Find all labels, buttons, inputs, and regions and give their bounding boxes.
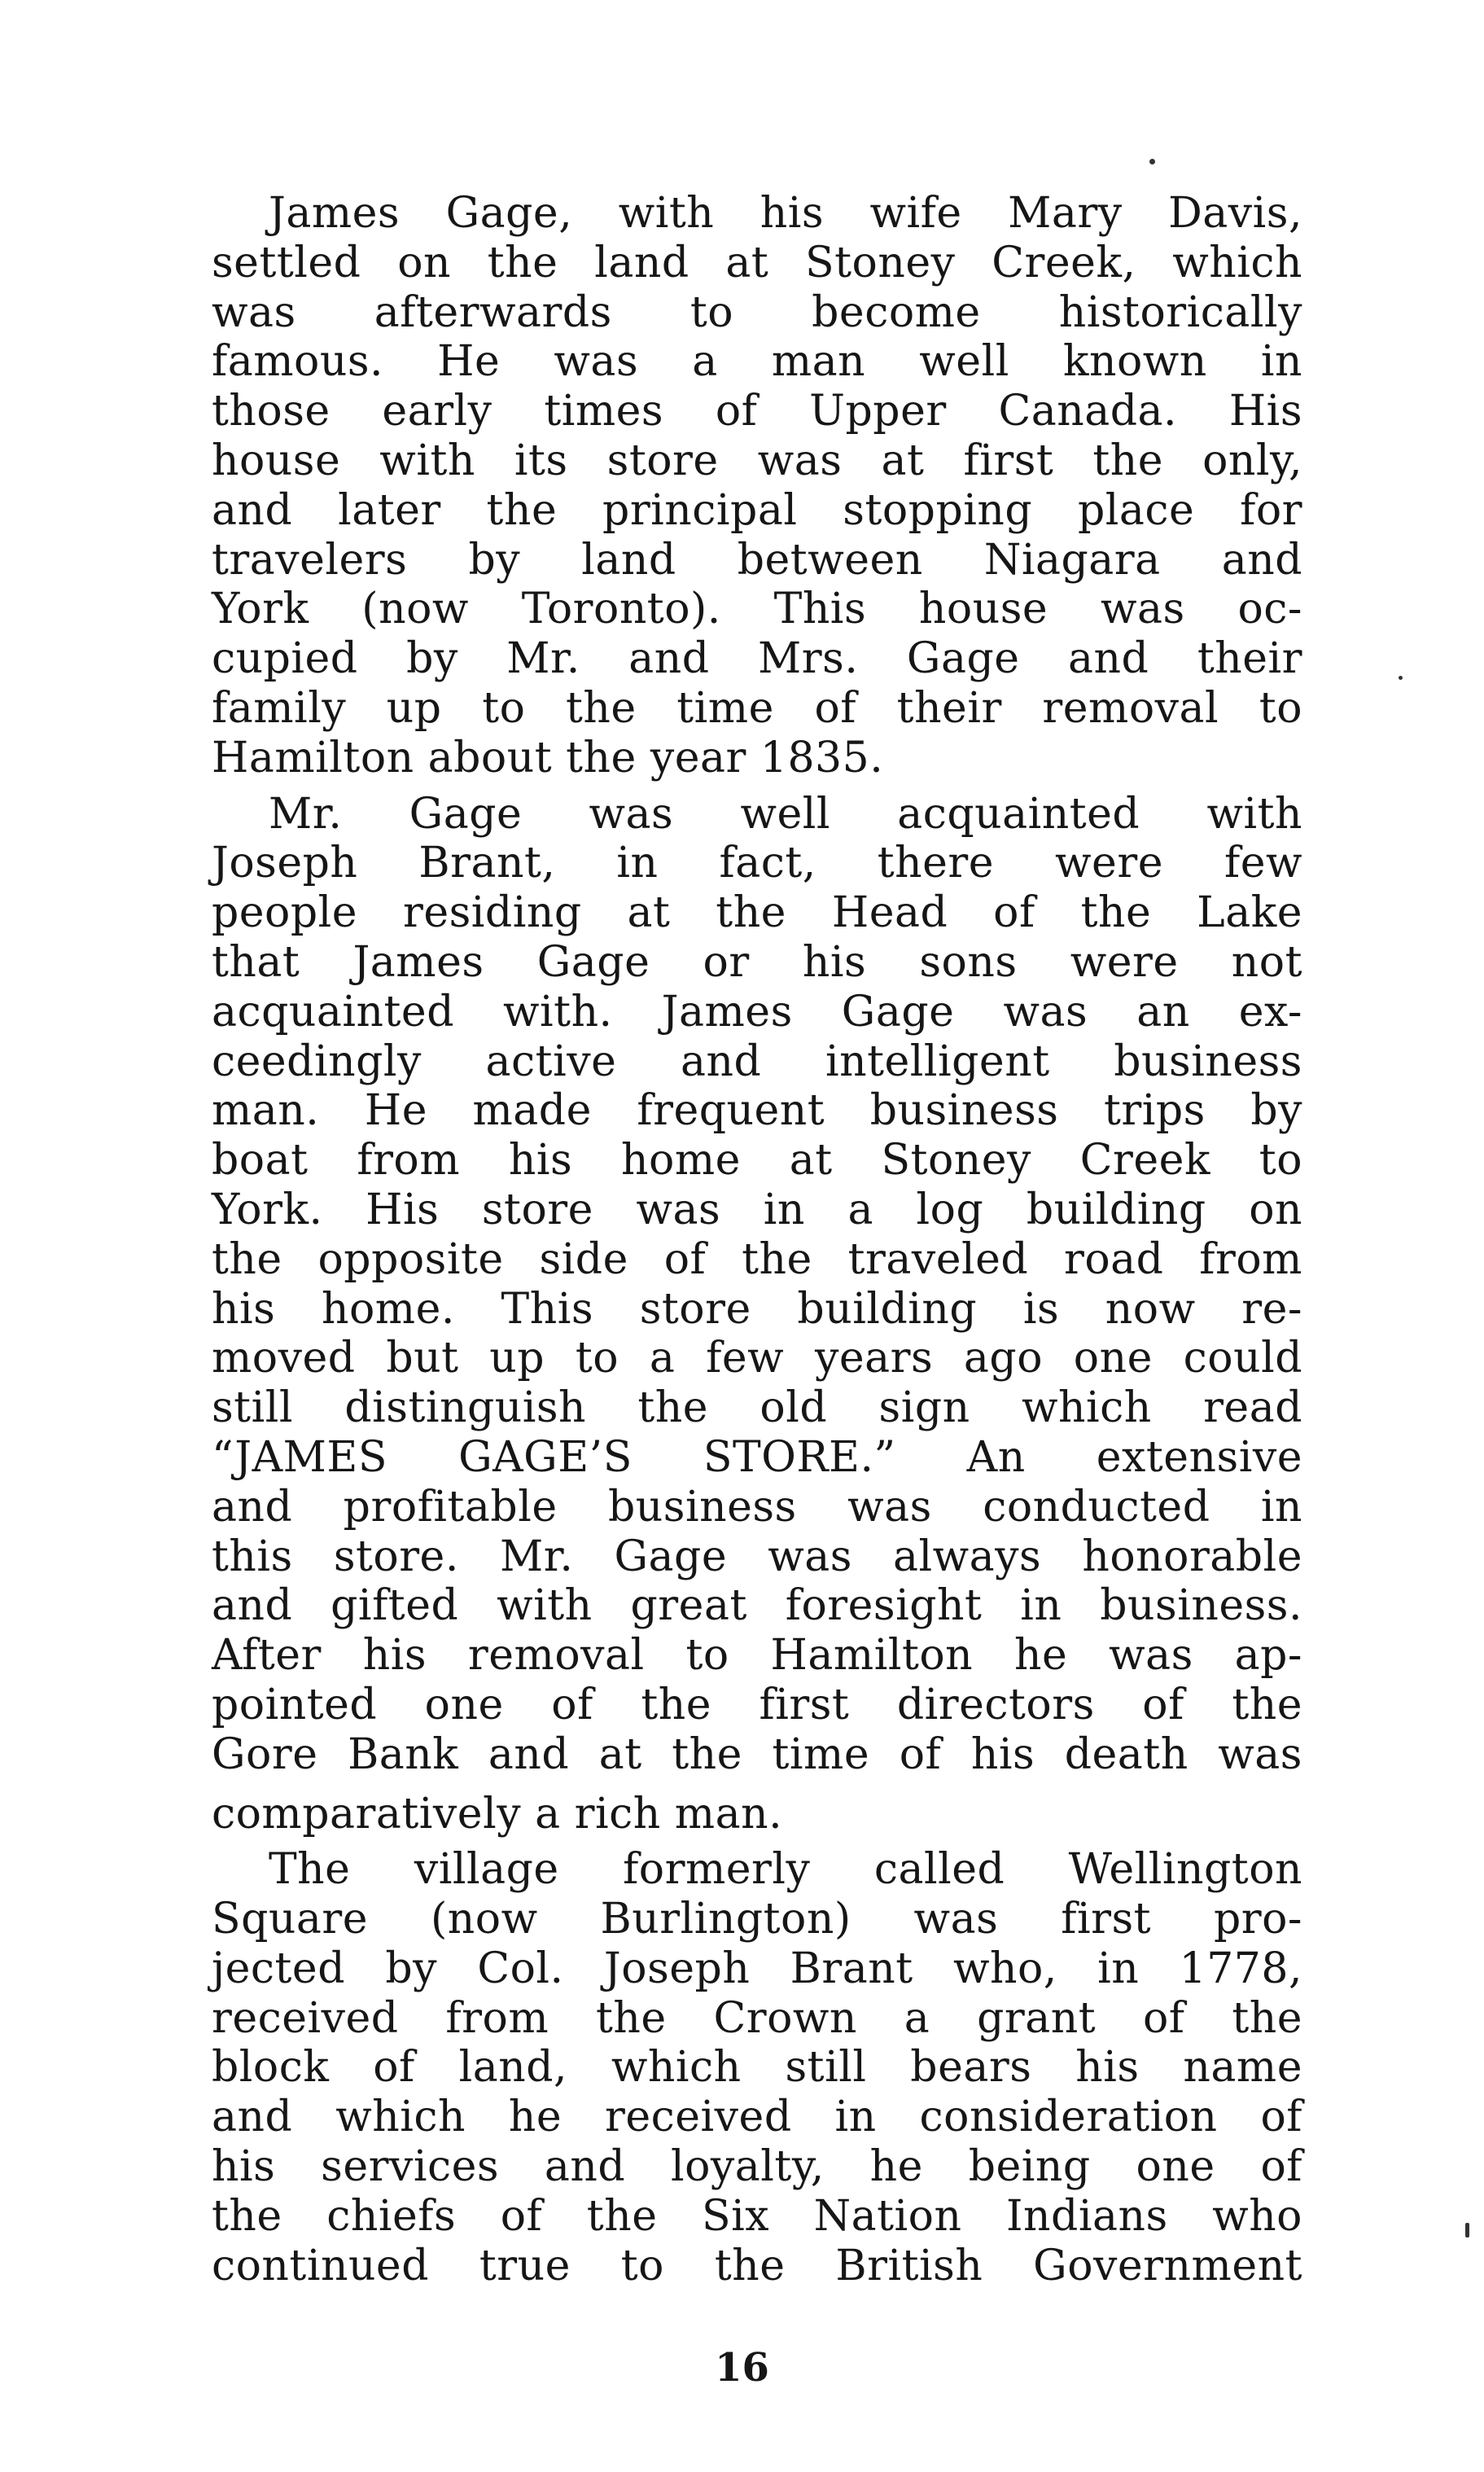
text-line: acquainted with. James Gage was an ex- — [212, 987, 1302, 1037]
text-line: pointed one of the first directors of the — [212, 1680, 1302, 1729]
text-line: his home. This store building is now re- — [212, 1284, 1302, 1334]
text-line: those early times of Upper Canada. His — [212, 387, 1302, 436]
text-line: The village formerly called Wellington — [269, 1845, 1302, 1895]
text-line: famous. He was a man well known in — [212, 337, 1302, 387]
text-line: this store. Mr. Gage was always honorable — [212, 1532, 1302, 1581]
text-line: moved but up to a few years ago one could — [212, 1334, 1302, 1383]
text-line: was afterwards to become historically — [212, 287, 1302, 337]
text-line: received from the Crown a grant of the — [212, 1993, 1302, 2043]
text-line: settled on the land at Stoney Creek, which — [212, 238, 1302, 287]
scan-speck — [1149, 159, 1155, 164]
text-line: family up to the time of their removal to — [212, 683, 1302, 733]
text-line: comparatively a rich man. — [212, 1789, 783, 1839]
text-line: York (now Toronto). This house was oc- — [212, 585, 1302, 634]
text-line: Gore Bank and at the time of his death was — [212, 1729, 1302, 1779]
paragraph-gap — [212, 1839, 1302, 1845]
text-line: and gifted with great foresight in business. — [212, 1581, 1302, 1631]
text-line: Joseph Brant, in fact, there were few — [212, 839, 1302, 888]
text-line: the opposite side of the traveled road from — [212, 1234, 1302, 1284]
text-line: and which he received in consideration of — [212, 2093, 1302, 2142]
text-line: boat from his home at Stoney Creek to — [212, 1136, 1302, 1186]
text-line: jected by Col. Joseph Brant who, in 1778, — [212, 1944, 1302, 1993]
text-line: “JAMES GAGE’S STORE.” An extensive — [212, 1432, 1302, 1482]
paragraph-3 — [212, 1845, 1302, 2290]
paragraph-1 — [212, 189, 1302, 783]
text-line: York. His store was in a log building on — [212, 1185, 1302, 1234]
scan-speck — [1399, 676, 1403, 680]
text-line: After his removal to Hamilton he was ap- — [212, 1631, 1302, 1681]
text-line: James Gage, with his wife Mary Davis, — [269, 189, 1302, 238]
text-line: continued true to the British Government — [212, 2241, 1302, 2290]
text-line: Mr. Gage was well acquainted with — [269, 789, 1302, 839]
page-number: 16 — [715, 2345, 769, 2391]
text-line: cupied by Mr. and Mrs. Gage and their — [212, 634, 1302, 684]
text-line: and later the principal stopping place for — [212, 485, 1302, 535]
text-line: travelers by land between Niagara and — [212, 535, 1302, 585]
paragraph-gap — [212, 783, 1302, 790]
text-line: man. He made frequent business trips by — [212, 1086, 1302, 1136]
scan-speck — [1465, 2223, 1469, 2238]
text-line: Square (now Burlington) was first pro- — [212, 1895, 1302, 1944]
text-line: his services and loyalty, he being one of — [212, 2142, 1302, 2192]
text-line: the chiefs of the Six Nation Indians who — [212, 2191, 1302, 2241]
text-line: that James Gage or his sons were not — [212, 937, 1302, 987]
text-line: Hamilton about the year 1835. — [212, 733, 884, 782]
text-line: block of land, which still bears his name — [212, 2043, 1302, 2093]
text-line: ceedingly active and intelligent business — [212, 1037, 1302, 1086]
text-line: people residing at the Head of the Lake — [212, 888, 1302, 938]
page-body — [212, 189, 1302, 2290]
paragraph-2 — [212, 790, 1302, 1839]
text-line: and profitable business was conducted in — [212, 1482, 1302, 1532]
text-line: house with its store was at first the only, — [212, 436, 1302, 485]
text-line: still distinguish the old sign which read — [212, 1383, 1302, 1433]
